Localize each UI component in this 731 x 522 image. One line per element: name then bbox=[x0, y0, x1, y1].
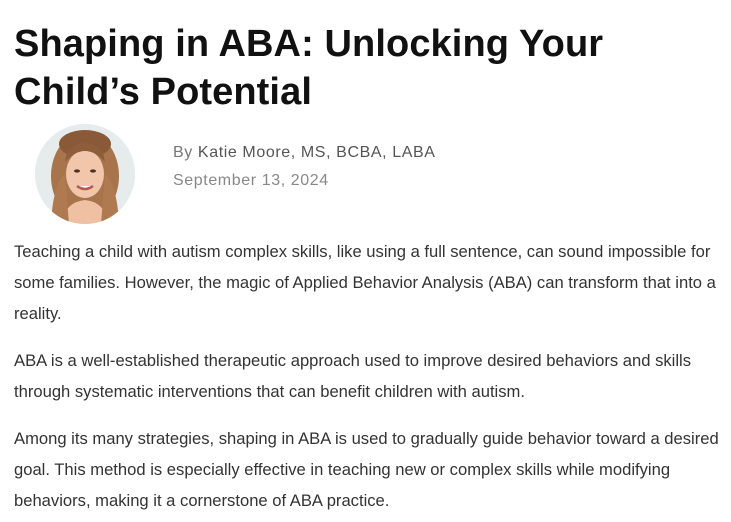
article-paragraph: Teaching a child with autism complex skills, like using a full sentence, can sound impossible for some families. However, the magic of Applied Behavior Analysis (ABA) can transform that into a reality. bbox=[14, 242, 716, 323]
article-meta bbox=[173, 139, 436, 195]
author-avatar[interactable] bbox=[35, 124, 135, 224]
article bbox=[14, 20, 719, 522]
author-name[interactable]: Katie Moore, MS, BCBA, LABA bbox=[197, 144, 436, 161]
publish-date: September 13, 2024 bbox=[173, 172, 329, 189]
article-title: Shaping in ABA: Unlocking Your Child’s Potential bbox=[14, 23, 604, 113]
byline-prefix: By bbox=[173, 144, 193, 161]
author-photo bbox=[35, 124, 135, 224]
article-body bbox=[14, 236, 719, 516]
author-byline bbox=[35, 124, 719, 224]
article-paragraph: ABA is a well-established therapeutic approach used to improve desired behaviors and skills through systematic interventions that can benefit children with autism. bbox=[14, 351, 692, 401]
article-paragraph: Among its many strategies, shaping in ABA is used to gradually guide behavior toward a desired goal. This method is especially effective in teaching new or complex skills while modifying behaviors, making it a cornerstone of ABA practice. bbox=[14, 429, 719, 510]
